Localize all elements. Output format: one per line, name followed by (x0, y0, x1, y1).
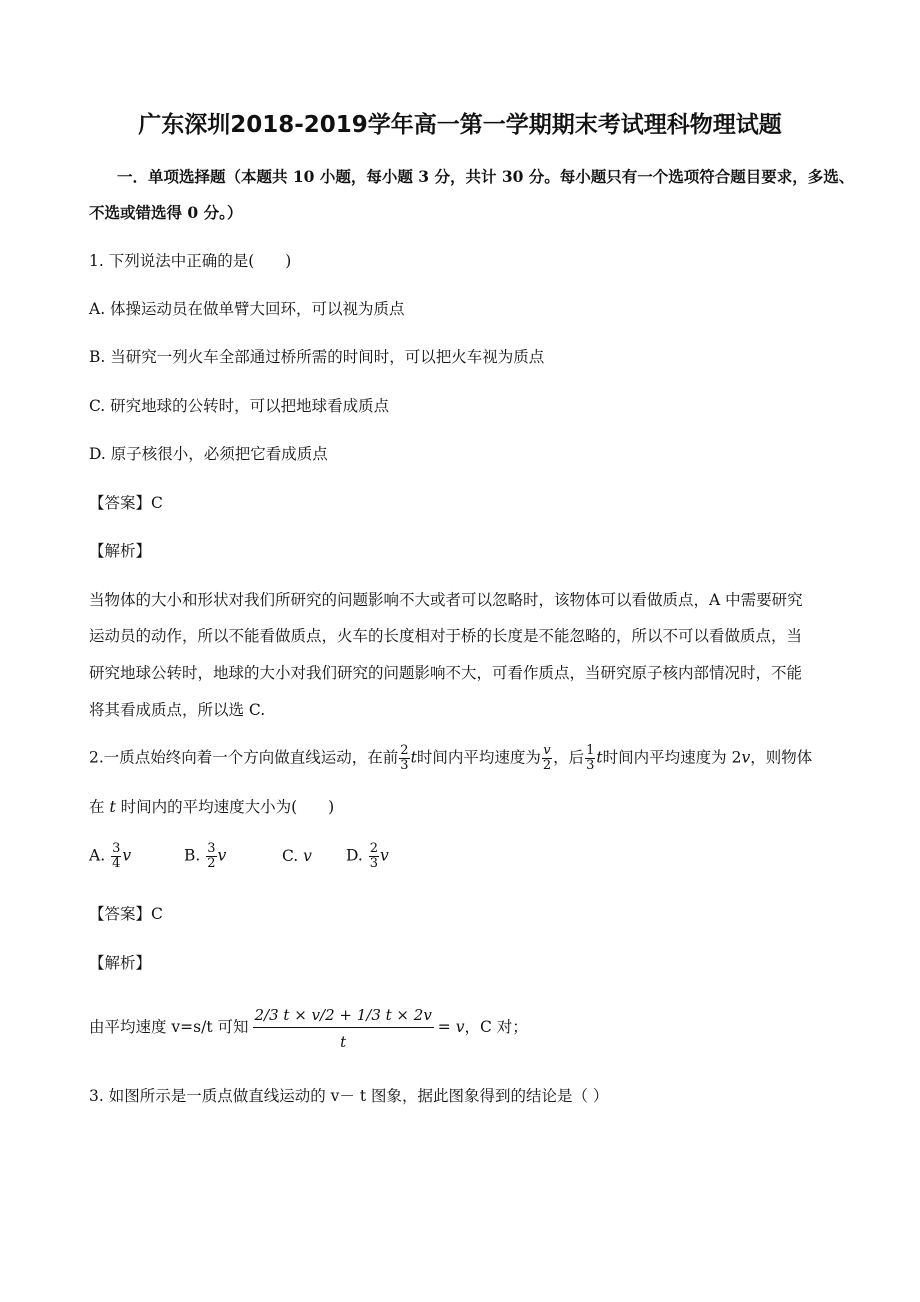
q2-stem-text1: 2.一质点始终向着一个方向做直线运动，在前 (89, 748, 399, 767)
q2-option-b: B. $\frac{3}{2}$ v (184, 841, 227, 871)
q1-option-b: B. 当研究一列火车全部通过桥所需的时间时，可以把火车视为质点 (89, 348, 545, 366)
q2-formula-numerator: 2/3 t × v/2 + 1/3 t × 2v (253, 1005, 434, 1028)
q2-stem-text2: 时间内平均速度为 (416, 748, 541, 767)
q2-stem-text3: ，后 (553, 748, 585, 767)
q2-fraction-v-half: $\frac{v}{2}$ (542, 743, 552, 773)
q1-answer: 【答案】C (89, 494, 163, 512)
q1-analysis-label: 【解析】 (89, 542, 152, 560)
q2-stem-text4: 时间内平均速度为 2 (602, 748, 742, 767)
q1-analysis-line3: 研究地球公转时，地球的大小对我们研究的问题影响不大，可看作质点，当研究原子核内部情况时，不能 (89, 664, 803, 682)
q1-analysis-line2: 运动员的动作，所以不能看做质点，火车的长度相对于桥的长度是不能忽略的，所以不可以看做质点，当 (89, 627, 803, 645)
section-heading-line2: 不选或错选得 0 分。） (89, 203, 243, 222)
q1-analysis-line4: 将其看成质点，所以选 C. (89, 701, 266, 719)
q2-stem-line2: 在 t 时间内的平均速度大小为( ) (89, 798, 335, 816)
q2-stem-text5: ，则物体 (750, 748, 813, 767)
q2-option-a: A. $\frac{3}{4}$ v (89, 841, 132, 871)
q2-formula-result: = v (437, 1018, 465, 1036)
q2-stem-line1 (89, 744, 812, 773)
q2-analysis-formula-line (89, 992, 528, 1062)
q2-var-t-2: t (596, 748, 603, 767)
q2-analysis-prefix: 由平均速度 v=s/t 可知 (89, 1018, 249, 1036)
q2-options (89, 842, 389, 871)
q2-var-t: t (410, 748, 417, 767)
q1-option-c: C. 研究地球的公转时，可以把地球看成质点 (89, 397, 390, 415)
q1-stem: 1. 下列说法中正确的是( ) (89, 252, 292, 270)
q1-option-d: D. 原子核很小，必须把它看成质点 (89, 445, 328, 463)
q2-var-v: v (741, 748, 751, 767)
q2-analysis-suffix: ，C 对； (464, 1018, 528, 1036)
q2-answer: 【答案】C (89, 905, 163, 923)
q2-analysis-label: 【解析】 (89, 954, 152, 972)
q2-formula-denominator: t (340, 1032, 347, 1051)
q1-option-a: A. 体操运动员在做单臂大回环，可以视为质点 (89, 300, 405, 318)
section-heading-line1: 一．单项选择题（本题共 10 小题，每小题 3 分，共计 30 分。每小题只有一个选项符合题目要求，多选、 (117, 167, 855, 186)
q2-fraction-one-third: $\frac{1}{3}$ (586, 743, 595, 773)
q3-stem: 3. 如图所示是一质点做直线运动的 v－ t 图象，据此图象得到的结论是（ ） (89, 1087, 609, 1105)
q2-formula-fraction (253, 1005, 434, 1052)
q2-fraction-two-thirds: $\frac{2}{3}$ (400, 743, 409, 773)
q1-analysis-line1: 当物体的大小和形状对我们所研究的问题影响不大或者可以忽略时，该物体可以看做质点，A 中需要研究 (89, 591, 803, 609)
page-title: 广东深圳2018-2019学年高一第一学期期末考试理科物理试题 (138, 112, 782, 138)
q2-option-d: D. $\frac{2}{3}$ v (346, 841, 389, 871)
q2-option-c: C. v (282, 846, 312, 865)
